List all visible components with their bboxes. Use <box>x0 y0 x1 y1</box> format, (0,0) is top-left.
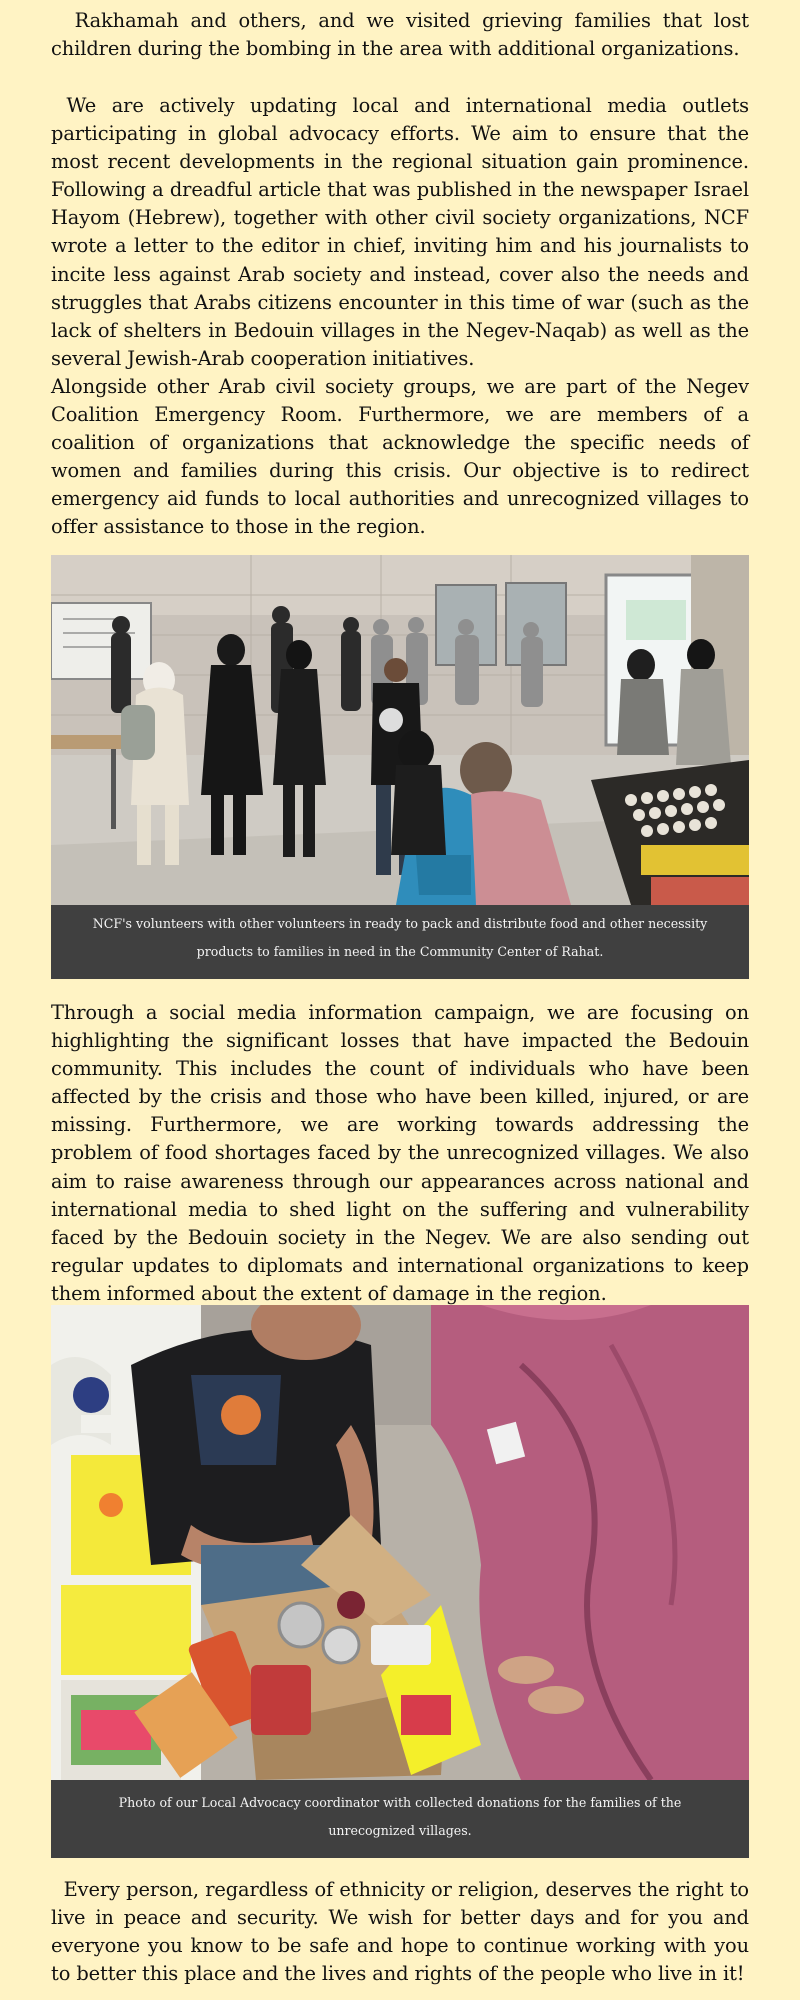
volunteers-photo <box>51 555 749 905</box>
donations-photo <box>51 1305 749 1780</box>
figure-caption: Photo of our Local Advocacy coordinator with collected donations for the families of the unrecognized villages. <box>51 1780 749 1858</box>
figure-caption: NCF's volunteers with other volunteers in ready to pack and distribute food and other necessity products to families in need in the Community Center of Rahat. <box>51 905 749 979</box>
paragraph-media-advocacy: We are actively updating local and international media outlets participating in global advocacy efforts. We aim to ensure that the most recent developments in the regional situation gain prominence. Following a dreadful article that was published in the newspaper Israel Hayom (Hebrew), together with other civil society organizations, NCF wrote a letter to the editor in chief, inviting him and his journalists to incite less against Arab society and instead, cover also the needs and struggles that Arabs citizens encounter in this time of war (such as the lack of shelters in Bedouin villages in the Negev-Naqab) as well as the several Jewish-Arab cooperation initiatives. <box>51 94 756 370</box>
paragraph-social-campaign: Through a social media information campaign, we are focusing on highlighting the significant losses that have impacted the Bedouin community. This includes the count of individuals who have been affected by the crisis and those who have been killed, injured, or are missing. Furthermore, we are working towards addressing the problem of food shortages faced by the unrecognized villages. We also aim to raise awareness through our appearances across national and international media to shed light on the suffering and vulnerability faced by the Bedouin society in the Negev. We are also sending out regular updates to diplomats and international organizations to keep them informed about the extent of damage in the region. <box>51 1001 756 1305</box>
paragraph-coalition: Alongside other Arab civil society groups, we are part of the Negev Coalition Emergency Room. Furthermore, we are members of a coalition of organizations that acknowledge the specific needs of women and families during this crisis. Our objective is to redirect emergency aid funds to local authorities and unrecognized villages to offer assistance to those in the region. <box>51 375 756 539</box>
paragraph-intro-continued: Rakhamah and others, and we visited grieving families that lost children during the bombing in the area with additional organizations. <box>51 9 756 61</box>
paragraph-closing: Every person, regardless of ethnicity or religion, deserves the right to live in peace and security. We wish for better days and for you and everyone you know to be safe and hope to continue working with you to better this place and the lives and rights of the people who live in it! <box>51 1878 756 1986</box>
figure-volunteers <box>51 555 749 979</box>
figure-donations <box>51 1305 749 1858</box>
